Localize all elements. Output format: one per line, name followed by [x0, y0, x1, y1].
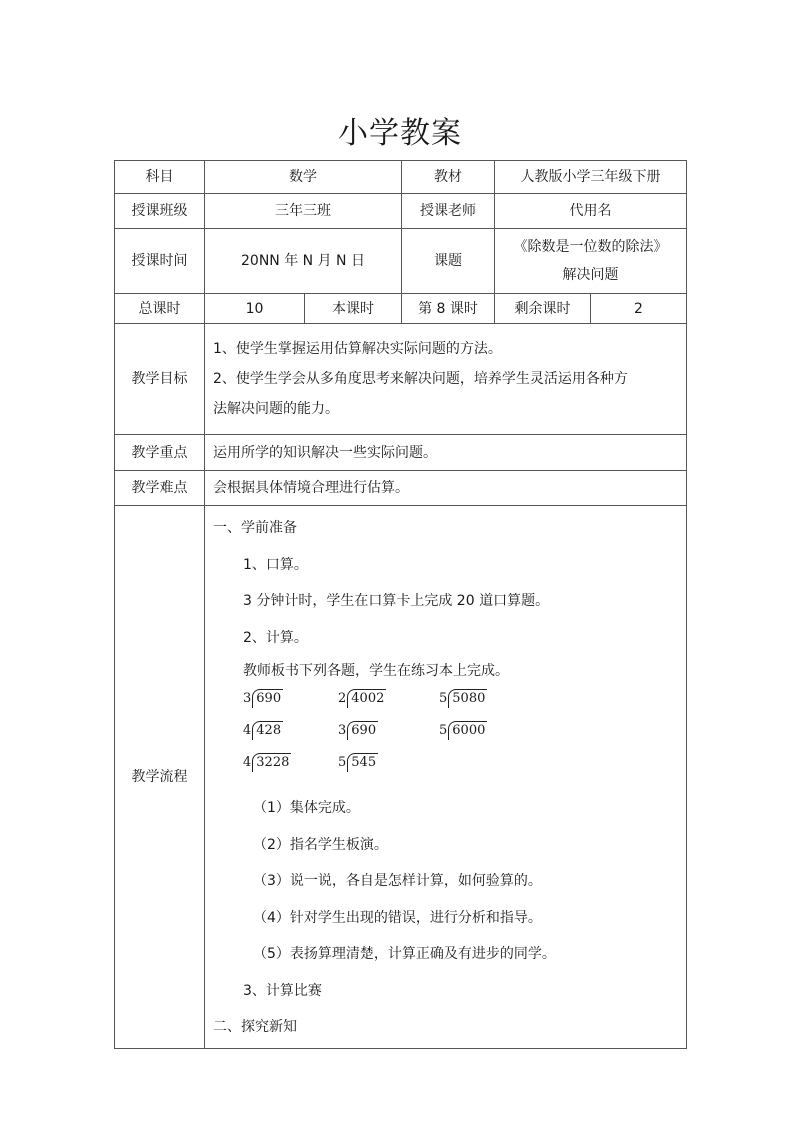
total-hours-label: 总课时 [115, 294, 205, 324]
row-flow [115, 506, 687, 1049]
flow-section-2: 二、探究新知 [213, 1019, 297, 1035]
remaining-hours-label: 剩余课时 [495, 294, 591, 324]
time-label: 授课时间 [115, 229, 205, 294]
page-title: 小学教案 [338, 116, 462, 151]
flow-step: （4）针对学生出现的错误，进行分析和指导。 [253, 909, 542, 926]
flow-step: （1）集体完成。 [253, 800, 360, 816]
goals-label: 教学目标 [115, 324, 205, 435]
current-hour-label: 本课时 [305, 294, 402, 324]
class-label: 授课班级 [115, 194, 205, 229]
divisor: 5 [338, 755, 347, 770]
division-problem [243, 720, 283, 742]
subject-label: 科目 [115, 161, 205, 194]
divisor: 2 [338, 691, 347, 706]
divisor: 4 [243, 755, 252, 770]
row-time [115, 229, 687, 294]
dividend: 428 [252, 721, 283, 740]
textbook-value: 人教版小学三年级下册 [495, 161, 687, 194]
flow-step: （3）说一说，各自是怎样计算，如何验算的。 [253, 873, 542, 889]
divisor: 3 [338, 723, 347, 738]
divisor: 5 [439, 723, 448, 738]
division-problem [338, 752, 378, 774]
flow-label: 教学流程 [115, 506, 205, 1049]
topic-value [495, 229, 687, 294]
time-value: 20NN 年 N 月 N 日 [205, 229, 402, 294]
division-row [213, 684, 686, 716]
division-problem [439, 720, 487, 742]
division-problem [338, 720, 378, 742]
flow-step: （2）指名学生板演。 [253, 836, 388, 853]
dividend: 5080 [448, 689, 487, 708]
difficulty-content: 会根据具体情境合理进行估算。 [205, 471, 687, 506]
textbook-label: 教材 [402, 161, 495, 194]
flow-item-calc-desc: 教师板书下列各题，学生在练习本上完成。 [243, 663, 509, 679]
flow-step: （5）表扬算理清楚，计算正确及有进步的同学。 [253, 946, 556, 962]
flow-content [205, 506, 687, 1049]
divisor: 3 [243, 691, 252, 706]
topic-line-1: 《除数是一位数的除法》 [513, 239, 668, 255]
division-problem [243, 752, 291, 774]
goal-line-3: 法解决问题的能力。 [213, 401, 339, 417]
subject-value: 数学 [205, 161, 402, 194]
lesson-plan-table [114, 160, 687, 1049]
row-hours [115, 294, 687, 324]
flow-item-oral-desc: 3 分钟计时，学生在口算卡上完成 20 道口算题。 [243, 593, 550, 609]
dividend: 690 [347, 721, 378, 740]
row-subject [115, 161, 687, 194]
topic-label: 课题 [402, 229, 495, 294]
teacher-label: 授课老师 [402, 194, 495, 229]
row-difficulty [115, 471, 687, 506]
goal-line-1: 1、使学生掌握运用估算解决实际问题的方法。 [213, 341, 502, 357]
row-class [115, 194, 687, 229]
division-problem [338, 688, 386, 710]
division-row [213, 716, 686, 748]
dividend: 3228 [252, 753, 291, 772]
row-focus [115, 435, 687, 471]
division-row [213, 748, 686, 792]
dividend: 4002 [347, 689, 386, 708]
division-problem [243, 688, 283, 710]
focus-label: 教学重点 [115, 435, 205, 471]
flow-item-calc: 2、计算。 [243, 629, 308, 646]
focus-content: 运用所学的知识解决一些实际问题。 [205, 435, 687, 471]
total-hours-value: 10 [205, 294, 305, 324]
difficulty-label: 教学难点 [115, 471, 205, 506]
flow-item-contest: 3、计算比赛 [243, 982, 322, 999]
divisor: 4 [243, 723, 252, 738]
divisor: 5 [439, 691, 448, 706]
remaining-hours-value: 2 [591, 294, 687, 324]
dividend: 545 [347, 753, 378, 772]
flow-section-1: 一、学前准备 [213, 520, 297, 536]
dividend: 690 [252, 689, 283, 708]
teacher-value: 代用名 [495, 194, 687, 229]
division-problem [439, 688, 487, 710]
row-goals [115, 324, 687, 435]
flow-item-oral: 1、口算。 [243, 556, 308, 573]
dividend: 6000 [448, 721, 487, 740]
class-value: 三年三班 [205, 194, 402, 229]
goals-content [205, 324, 687, 435]
goal-line-2: 2、使学生学会从多角度思考来解决问题，培养学生灵活运用各种方 [213, 371, 628, 387]
topic-line-2: 解决问题 [562, 267, 619, 283]
current-hour-value: 第 8 课时 [402, 294, 495, 324]
